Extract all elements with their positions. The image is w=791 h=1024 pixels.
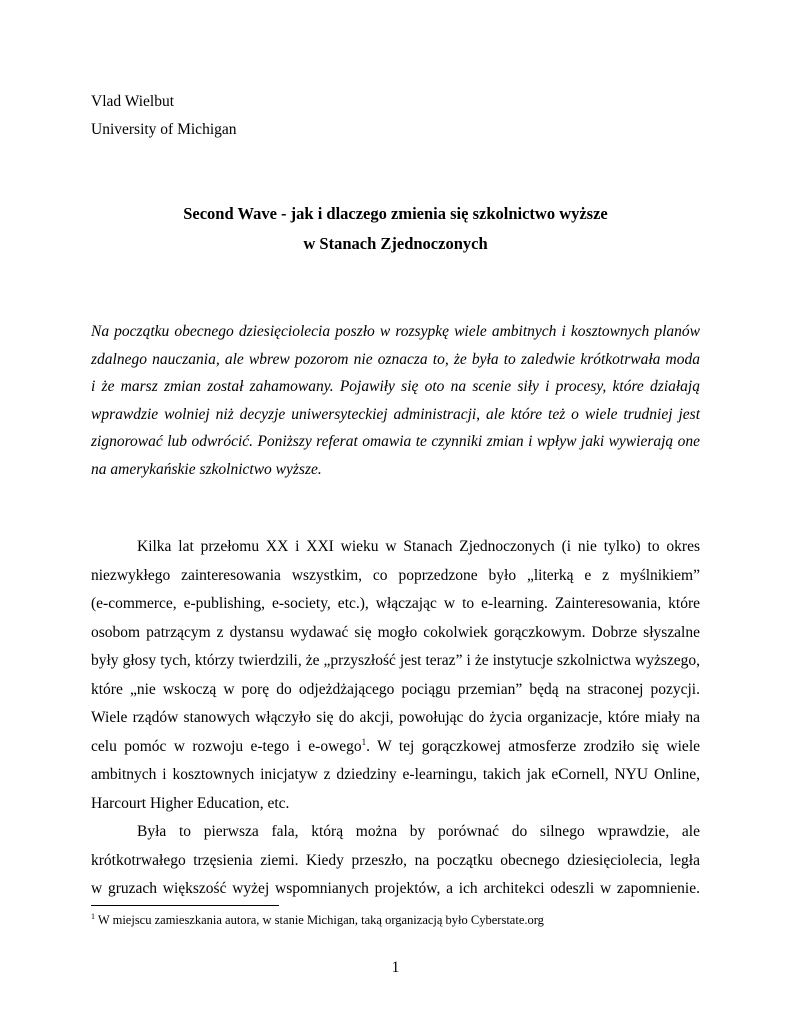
body-text (91, 533, 700, 904)
body-line: Harcourt Higher Education, etc. (91, 794, 290, 812)
document-title (0, 199, 791, 259)
page-number: 1 (391, 959, 400, 976)
abstract-line: Na początku obecnego dziesięciolecia poszło w rozsypkę wiele ambitnych i kosztownych planów (91, 323, 700, 340)
body-line: były głosy tych, którzy twierdzili, że „przyszłość jest teraz” i że instytucje szkolnictwa wyższego, (91, 652, 700, 669)
body-line: niezwykłego zainteresowania wszystkim, co poprzedzone było „literką e z myślnikiem” (91, 566, 700, 584)
body-line: Wiele rządów stanowych włączyło się do akcji, powołując do życia organizacje, które miały na (91, 709, 700, 726)
body-line: w gruzach większość wyżej wspomnianych projektów, a ich architekci odeszli w zapomnienie. (91, 880, 700, 897)
abstract-line: zignorować lub odwrócić. Poniższy referat omawia te czynniki zmian i wpływ jaki wywierają one (91, 433, 700, 450)
abstract-line: na amerykańskie szkolnictwo wyższe. (91, 460, 322, 478)
body-line: krótkotrwałego trzęsienia ziemi. Kiedy przeszło, na początku obecnego dziesięciolecia, legła (91, 851, 700, 869)
author-block (91, 88, 237, 144)
abstract-line: i że marsz zmian został zahamowany. Pojawiły się oto na scenie siły i procesy, które działają (91, 378, 700, 395)
body-line: Kilka lat przełomu XX i XXI wieku w Stanach Zjednoczonych (i nie tylko) to okres (137, 538, 700, 555)
body-line: osobom patrzącym z dystansu wydawać się mogło cokolwiek gorączkowym. Dobrze słyszalne (91, 623, 700, 641)
title-line-2: w Stanach Zjednoczonych (303, 234, 488, 253)
body-line: ambitnych i kosztownych inicjatyw z dziedziny e-learningu, takich jak eCornell, NYU Online, (91, 766, 700, 783)
body-line-part: celu pomóc w rozwoju e-tego i e-owego (91, 737, 362, 755)
footnote-reference: 1 (361, 736, 367, 747)
footnote-text: W miejscu zamieszkania autora, w stanie Michigan, taką organizacją było Cyberstate.org (95, 913, 544, 927)
body-line-part: . W tej gorączkowej atmosferze zrodziło się wiele (366, 737, 701, 755)
title-line-1: Second Wave - jak i dlaczego zmienia się szkolnictwo wyższe (183, 204, 608, 223)
footnote-marker: 1 (91, 911, 95, 921)
body-line: (e-commerce, e-publishing, e-society, etc.), włączając w to e-learning. Zainteresowania, które (91, 595, 700, 612)
body-line: które „nie wskoczą w porę do odjeżdżającego pociągu przemian” będą na straconej pozycji. (91, 680, 700, 698)
footnote-divider (91, 905, 279, 906)
abstract (91, 318, 700, 483)
abstract-line: zdalnego nauczania, ale wbrew pozorom nie oznacza to, że była to zaledwie krótkotrwała moda (91, 350, 700, 368)
abstract-line: wprawdzie wolniej niż decyzje uniwersyteckiej administracji, ale które też o wiele trudniej jest (91, 405, 700, 423)
footnote (91, 912, 544, 928)
author-name: Vlad Wielbut (91, 93, 175, 110)
body-line (91, 733, 700, 762)
body-line: Była to pierwsza fala, którą można by porównać do silnego wprawdzie, ale (137, 823, 700, 840)
author-affiliation: University of Michigan (91, 121, 237, 138)
